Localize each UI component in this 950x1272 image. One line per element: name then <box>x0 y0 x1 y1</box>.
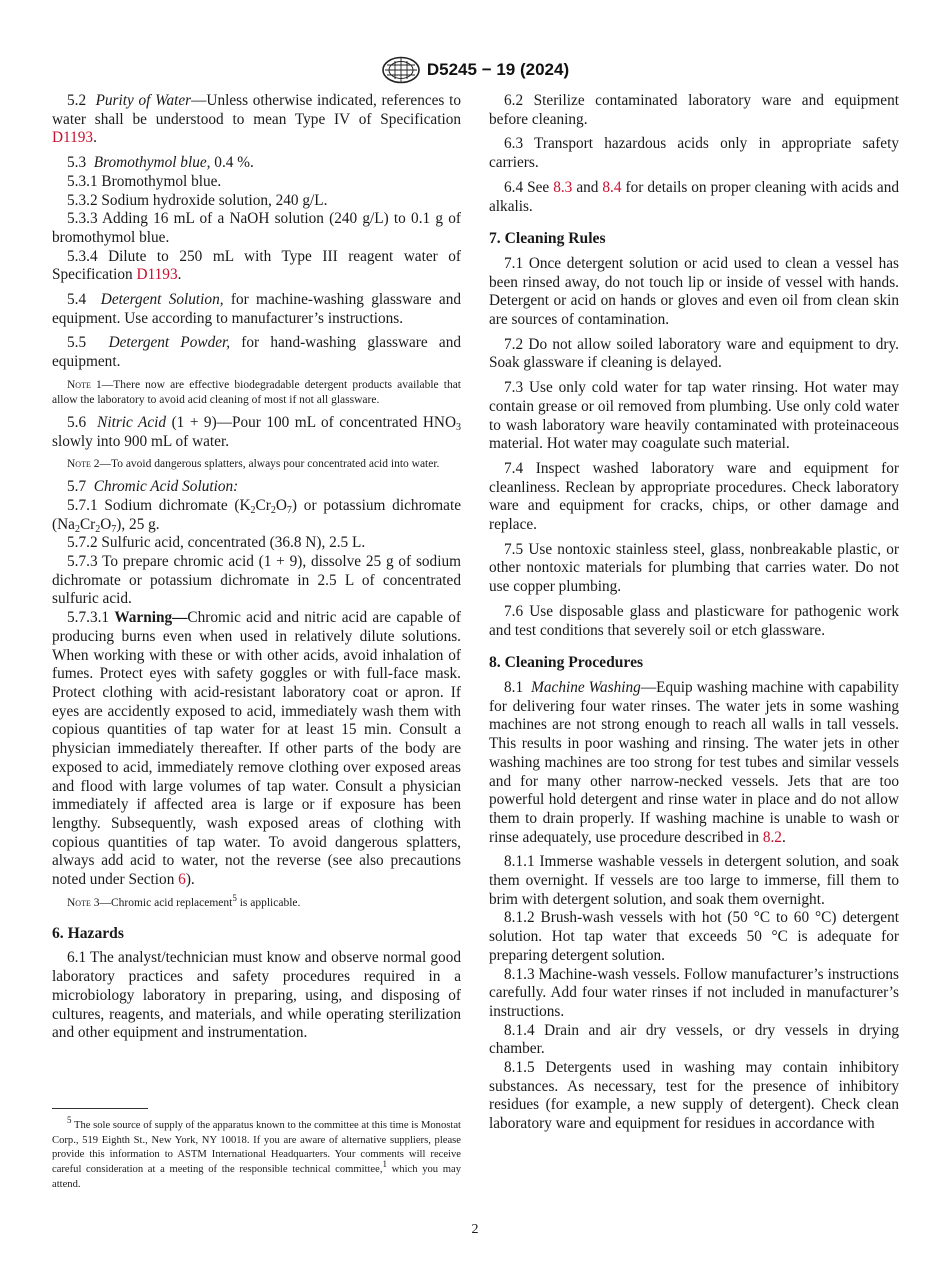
section-6-heading: 6. Hazards <box>52 924 124 942</box>
para-8-1-4: 8.1.4 Drain and air dry vessels, or dry vessels in drying chamber. <box>489 1021 899 1058</box>
note-2: Note 2—To avoid dangerous splatters, always pour concentrated acid into water. <box>67 458 440 471</box>
section-7-heading: 7. Cleaning Rules <box>489 230 606 248</box>
para-5-3-4: 5.3.4 Dilute to 250 mL with Type III reagent water of Specification D1193. <box>52 247 461 284</box>
link-8-3[interactable]: 8.3 <box>553 178 573 196</box>
page-header <box>0 56 950 84</box>
footnote-divider <box>52 1108 148 1109</box>
para-5-2: 5.2 Purity of Water—Unless otherwise indicated, references to water shall be understood to mean Type IV of Specification D1193. <box>52 92 461 147</box>
warning-label: Warning— <box>114 609 188 627</box>
link-section-6[interactable]: 6 <box>178 871 186 889</box>
para-8-1-1: 8.1.1 Immerse washable vessels in detergent solution, and soak them overnight. If vessels are too large to immerse, fill them to brim with detergent solution, and soak them overnight. <box>489 853 899 908</box>
para-5-7-3: 5.7.3 To prepare chromic acid (1 + 9), dissolve 25 g of sodium dichromate or potassium dichromate in 2.5 L of concentrated sulfuric acid. <box>52 553 461 608</box>
standard-designation: D5245 − 19 (2024) <box>426 60 570 79</box>
para-5-7-2: 5.7.2 Sulfuric acid, concentrated (36.8 N), 2.5 L. <box>67 534 366 552</box>
para-5-6: 5.6 Nitric Acid (1 + 9)—Pour 100 mL of concentrated $HNO_3$ slowly into 900 mL of water. <box>52 413 461 450</box>
link-8-4[interactable]: 8.4 <box>602 178 622 196</box>
para-7-4: 7.4 Inspect washed laboratory ware and equipment for cleanliness. Reclean by appropriate procedures. Check laboratory ware and equipment for cracks, chips, or other damage and replace. <box>489 459 899 534</box>
para-6-3: 6.3 Transport hazardous acids only in appropriate safety carriers. <box>489 135 899 172</box>
link-d1193[interactable]: D1193 <box>52 129 94 147</box>
para-5-7-1: 5.7.1 Sodium dichromate $(K_2Cr_2O_7)$ or potassium dichromate $(Na_2Cr_2O_7)$, 25 g. <box>52 496 461 535</box>
para-6-1: 6.1 The analyst/technician must know and observe normal good laboratory practices and safety procedures required in a microbiology laboratory in preparing, using, and disposing of cultures, reagents, and materials, and while operating sterilization and other equipment and instrumentation. <box>52 949 461 1042</box>
para-6-2: 6.2 Sterilize contaminated laboratory ware and equipment before cleaning. <box>489 92 899 128</box>
para-7-6: 7.6 Use disposable glass and plasticware for pathogenic work and test conditions that severely soil or etch glassware. <box>489 602 899 639</box>
para-5-7: 5.7 Chromic Acid Solution: <box>67 478 239 496</box>
note-3: Note 3—Chromic acid replacement$^5$ is applicable. <box>67 892 301 909</box>
section-8-heading: 8. Cleaning Procedures <box>489 654 644 672</box>
para-7-3: 7.3 Use only cold water for tap water rinsing. Hot water may contain grease or oil removed from plumbing. Use only cold water to wash laboratory ware heavily contaminated with proteinaceous material. Hot water may coagulate such material. <box>489 379 899 453</box>
para-8-1-3: 8.1.3 Machine-wash vessels. Follow manufacturer’s instructions carefully. Add four water rinses if not included in manufacturer’s instructions. <box>489 965 899 1020</box>
para-7-1: 7.1 Once detergent solution or acid used to clean a vessel has been rinsed away, do not touch lip or inside of vessel with hands. Detergent or acid on hands or gloves and even oil from clean skin are sources of contamination. <box>489 254 899 329</box>
page-number: 2 <box>471 1222 479 1237</box>
para-5-3-1: 5.3.1 Bromothymol blue. <box>67 172 222 190</box>
para-6-4: 6.4 See 8.3 and 8.4 for details on proper cleaning with acids and alkalis. <box>489 178 899 215</box>
right-column <box>489 92 899 1134</box>
para-8-1-2: 8.1.2 Brush-wash vessels with hot (50 °C to 60 °C) detergent solution. Hot tap water that exceeds 50 °C is adequate for preparing detergent solution. <box>489 909 899 964</box>
para-8-1-5: 8.1.5 Detergents used in washing may contain inhibitory substances. As necessary, test for the presence of inhibitory residues (for example, a new supply of detergent). Check clean laboratory ware and equipment for residues in accordance with <box>489 1059 899 1133</box>
para-7-2: 7.2 Do not allow soiled laboratory ware and equipment to dry. Soak glassware if cleaning is delayed. <box>489 335 899 372</box>
link-d1193[interactable]: D1193 <box>136 266 178 284</box>
para-8-1: 8.1 Machine Washing—Equip washing machine with capability for delivering four water rinses. The water jets in some washing machines are not strong enough to reach all walls in tall vessels. This results in poor washing and rinsing. The water jets in other washing machines are too strong for test tubes and similar vessels and for many other narrow-necked vessels. Jets that are too powerful hold detergent and rinse water in place and do not allow them to drain properly. If washing machine is unable to wash or rinse adequately, use procedure described in 8.2. <box>489 678 899 846</box>
para-5-3: 5.3 Bromothymol blue, 0.4 %. <box>67 154 254 172</box>
para-5-7-3-1-warning: 5.7.3.1 Warning—Chromic acid and nitric acid are capable of producing burns even when used in relatively dilute solutions. When working with these or with other acids, avoid inhalation of fumes. Protect eyes with safety goggles or with full-face mask. Protect clothing with acid-resistant laboratory coat or apron. If eyes are accidently exposed to acid, immediately wash them with copious quantities of tap water for at least 15 min. Consult a physician immediately thereafter. If other parts of the body are exposed to acid, immediately remove clothing over exposed areas and flood with large volumes of tap water. Consult a physician immediately if affected area is large or if exposure has been lengthy. Subsequently, wash exposed areas of clothing with copious quantities of tap water. To avoid dangerous splatters, always add acid to water, not the reverse (see also precautions noted under Section 6). <box>52 609 461 889</box>
para-5-3-3: 5.3.3 Adding 16 mL of a NaOH solution (240 g/L) to 0.1 g of bromothymol blue. <box>52 210 461 246</box>
para-5-4: 5.4 Detergent Solution, for machine-washing glassware and equipment. Use according to manufacturer’s instructions. <box>52 291 461 327</box>
left-column <box>52 92 461 1049</box>
link-8-2[interactable]: 8.2 <box>762 828 782 846</box>
para-7-5: 7.5 Use nontoxic stainless steel, glass, nonbreakable plastic, or other nontoxic materials for plumbing that carries water. Do not use copper plumbing. <box>489 540 899 596</box>
footnote-5: $^5$ The sole source of supply of the apparatus known to the committee at this time is Monostat Corp., 519 Eighth St., New York, NY 10018. If you are aware of alternative suppliers, please provide this information to ASTM International Headquarters. Your comments will receive careful consideration at a meeting of the responsible technical committee,$^1$ which you may attend. <box>52 1115 461 1190</box>
para-5-5: 5.5 Detergent Powder, for hand-washing glassware and equipment. <box>52 334 461 371</box>
astm-logo-icon <box>381 56 421 84</box>
note-1: Note 1—There now are effective biodegradable detergent products available that allow the laboratory to avoid acid cleaning of most if not all glassware. <box>52 378 461 406</box>
para-5-3-2: 5.3.2 Sodium hydroxide solution, 240 g/L. <box>67 191 328 209</box>
